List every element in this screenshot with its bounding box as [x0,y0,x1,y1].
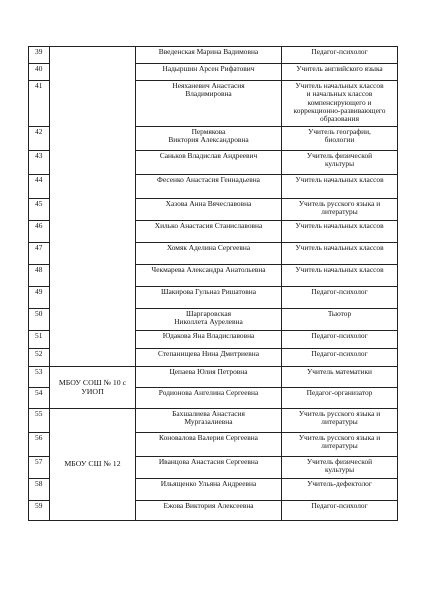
table-row [29,409,398,433]
employee-name: Фесенко Анастасия Геннадьевна [136,175,282,199]
row-number: 40 [29,64,50,81]
employee-position: Педагог-психолог [282,331,398,349]
employee-position: Учитель английского языка [282,64,398,81]
employee-name: Хомяк Аделина Сергеевна [136,243,282,265]
employee-position: Педагог-психолог [282,501,398,521]
employee-name: Ильященко Ульяна Андреевна [136,479,282,501]
employee-name: Коновалова Валерия Сергеевна [136,433,282,457]
employee-name: Иванцова Анастасия Сергеевна [136,457,282,479]
employee-position: Учитель начальных классов [282,175,398,199]
row-number: 47 [29,243,50,265]
employee-position: Педагог-психолог [282,47,398,64]
employee-position: Учитель физической культуры [282,151,398,175]
employee-position: Учитель начальных классов [282,221,398,243]
row-number: 49 [29,287,50,309]
row-number: 57 [29,457,50,479]
row-number: 46 [29,221,50,243]
employee-position: Учитель математики [282,367,398,388]
employee-name: Введенская Марина Вадимовна [136,47,282,64]
row-number: 51 [29,331,50,349]
row-number: 42 [29,127,50,151]
row-number: 48 [29,265,50,287]
row-number: 55 [29,409,50,433]
staff-table [28,46,398,521]
employee-name: Шаргаровская Николлета Аурелевна [136,309,282,331]
document-page [28,46,397,521]
table-row [29,367,398,388]
employee-position: Учитель русского языка и литературы [282,199,398,221]
row-number: 58 [29,479,50,501]
employee-position: Педагог-организатор [282,388,398,409]
employee-position: Педагог-психолог [282,287,398,309]
row-number: 50 [29,309,50,331]
staff-table-body [29,47,398,521]
employee-position: Учитель начальных классов [282,265,398,287]
employee-name: Степанищева Нина Дмитриевна [136,349,282,367]
employee-position: Учитель физической культуры [282,457,398,479]
employee-name: Неяханевич Анастасия Владимировна [136,81,282,127]
employee-name: Родионова Ангелина Сергеевна [136,388,282,409]
employee-name: Пермякова Виктория Александровна [136,127,282,151]
organization-cell: МБОУ СОШ № 10 с УИОП [50,367,136,409]
organization-cell: МБОУ СШ № 12 [50,409,136,521]
employee-name: Цепаева Юлия Петровна [136,367,282,388]
row-number: 59 [29,501,50,521]
row-number: 39 [29,47,50,64]
row-number: 41 [29,81,50,127]
employee-position: Учитель русского языка и литературы [282,433,398,457]
employee-position: Учитель-дефектолог [282,479,398,501]
employee-name: Ежова Виктория Алексеевна [136,501,282,521]
employee-name: Хазова Анна Вячеславовна [136,199,282,221]
employee-position: Учитель начальных классов [282,243,398,265]
row-number: 44 [29,175,50,199]
row-number: 52 [29,349,50,367]
employee-name: Хилько Анастасия Станиславовна [136,221,282,243]
row-number: 43 [29,151,50,175]
organization-cell [50,47,136,367]
employee-position: Педагог-психолог [282,349,398,367]
employee-name: Бахшалиева Анастасия Мургазалиевна [136,409,282,433]
row-number: 45 [29,199,50,221]
row-number: 53 [29,367,50,388]
table-row [29,47,398,64]
employee-position: Тьютор [282,309,398,331]
employee-name: Саньков Владислав Андреевич [136,151,282,175]
employee-name: Шакирова Гульназ Ришатовна [136,287,282,309]
employee-position: Учитель начальных классов и начальных классов компенсирующего и коррекционно-развивающего образования [282,81,398,127]
employee-name: Чекмарева Александра Анатольевна [136,265,282,287]
employee-position: Учитель русского языка и литературы [282,409,398,433]
employee-name: Юдакова Яна Владиславовна [136,331,282,349]
row-number: 54 [29,388,50,409]
row-number: 56 [29,433,50,457]
employee-name: Надыршин Арсен Рифатович [136,64,282,81]
employee-position: Учитель географии, биологии [282,127,398,151]
